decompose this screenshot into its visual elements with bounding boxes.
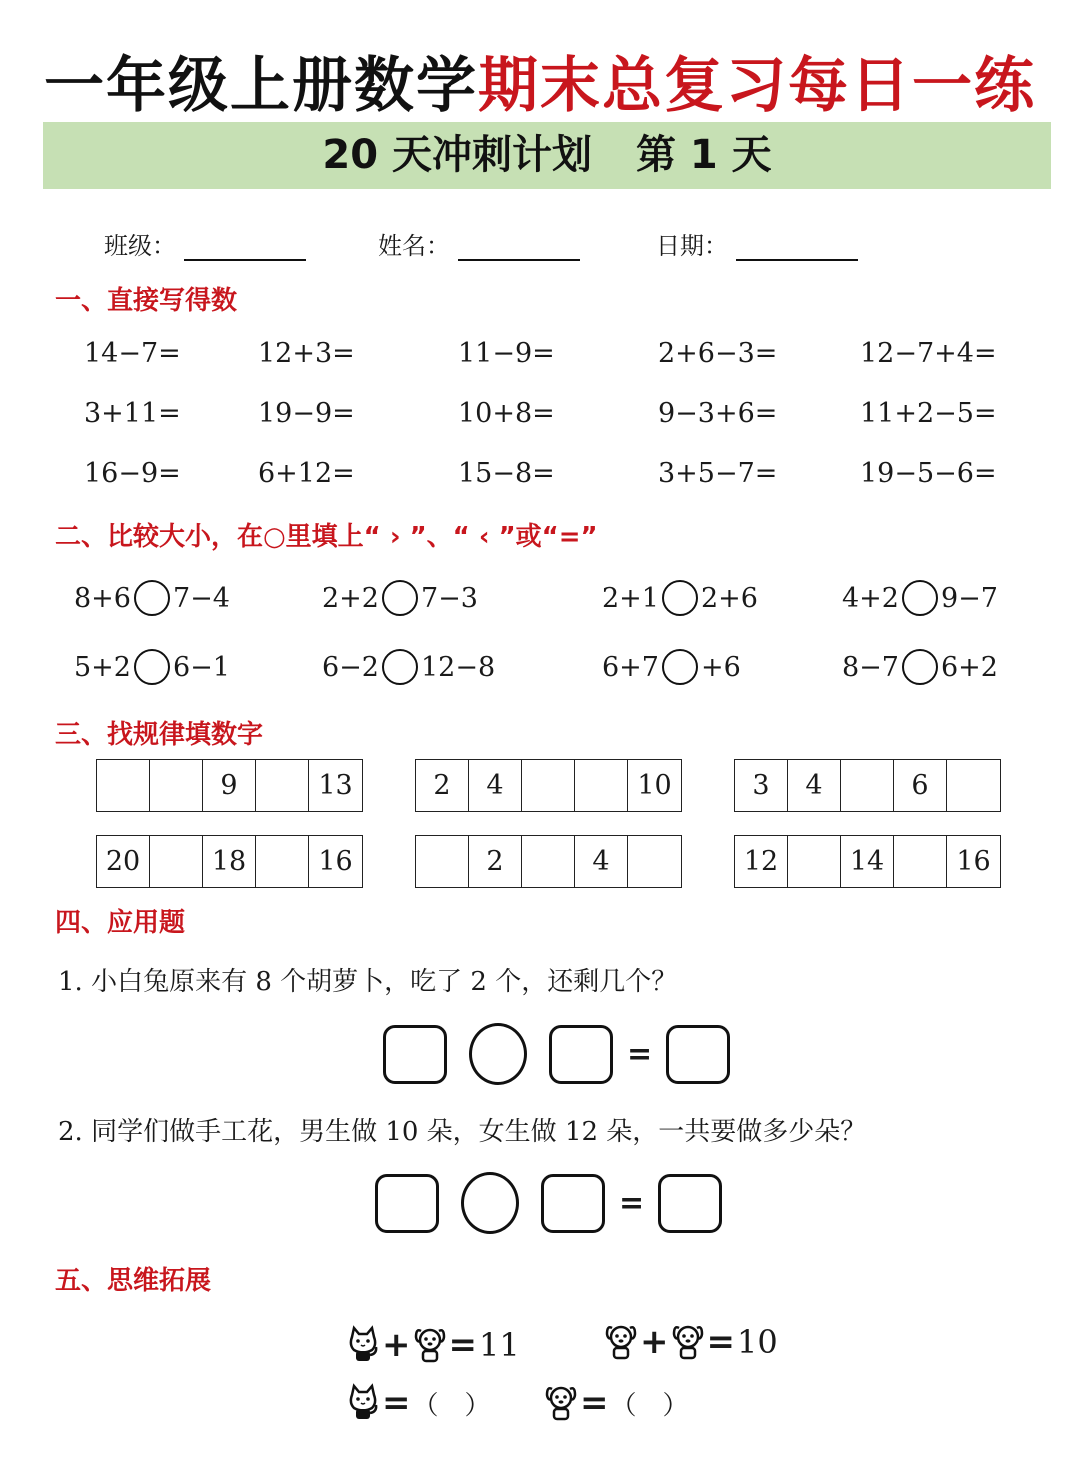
- sequence-cell[interactable]: 10: [637, 770, 672, 801]
- compare-item: 5+2 6−1: [74, 649, 230, 685]
- equals-sign: =: [382, 1383, 411, 1423]
- date-field: 日期：: [656, 226, 858, 261]
- compare-circle[interactable]: [662, 580, 698, 616]
- compare-circle[interactable]: [902, 649, 938, 685]
- sequence-row: [734, 835, 1001, 888]
- calc-item: 14−7=: [84, 338, 181, 369]
- sequence-row: [415, 835, 682, 888]
- equals-sign: =: [706, 1322, 735, 1362]
- class-field: 班级：: [104, 226, 306, 261]
- sequence-cell[interactable]: [628, 836, 681, 887]
- answer-blank[interactable]: （ ）: [610, 1390, 689, 1421]
- sequence-cell[interactable]: 4: [788, 760, 841, 811]
- sequence-row: [415, 759, 682, 812]
- answer-box[interactable]: [383, 1025, 447, 1084]
- sequence-cell[interactable]: 4: [575, 836, 628, 887]
- sequence-cell[interactable]: 9: [203, 760, 256, 811]
- sequence-cell[interactable]: 2: [469, 836, 522, 887]
- cat-icon: [346, 1383, 380, 1423]
- section-5-heading: 五、思维拓展: [55, 1266, 212, 1296]
- plus-sign: +: [640, 1322, 669, 1362]
- title-part-2: 期末总复习每日一练: [478, 51, 1036, 121]
- answer-box[interactable]: [549, 1025, 613, 1084]
- sequence-cell[interactable]: 2: [416, 760, 469, 811]
- dog-icon: [671, 1322, 705, 1362]
- puzzle-answer-cat: [346, 1383, 491, 1423]
- sequence-cell[interactable]: 14: [841, 836, 894, 887]
- sequence-cell[interactable]: 3: [735, 760, 788, 811]
- sequence-cell[interactable]: [947, 760, 1000, 811]
- operator-circle[interactable]: [461, 1172, 519, 1234]
- sequence-cell[interactable]: 16: [956, 846, 991, 877]
- answer-box[interactable]: [375, 1174, 439, 1233]
- equals-sign: =: [619, 1185, 645, 1221]
- compare-circle[interactable]: [902, 580, 938, 616]
- sequence-cell[interactable]: [416, 836, 469, 887]
- sequence-cell[interactable]: [522, 760, 575, 811]
- calc-item: 16−9=: [84, 458, 181, 489]
- compare-item: 4+2 9−7: [842, 580, 998, 616]
- calc-item: 10+8=: [458, 398, 555, 429]
- class-blank[interactable]: [184, 235, 306, 261]
- compare-item: 8+6 7−4: [74, 580, 230, 616]
- answer-box[interactable]: [666, 1025, 730, 1084]
- sequence-cell[interactable]: [150, 836, 203, 887]
- sequence-row: [96, 759, 363, 812]
- section-4-heading: 四、应用题: [55, 908, 186, 938]
- sequence-cell[interactable]: [97, 760, 150, 811]
- answer-blank[interactable]: （ ）: [412, 1390, 491, 1421]
- calc-item: 3+5−7=: [658, 458, 778, 489]
- compare-circle[interactable]: [134, 649, 170, 685]
- answer-equation-2: [375, 1172, 722, 1234]
- puzzle-sum-1: 11: [479, 1326, 520, 1364]
- equals-sign: =: [448, 1325, 477, 1365]
- answer-box[interactable]: [541, 1174, 605, 1233]
- calc-item: 3+11=: [84, 398, 181, 429]
- answer-equation-1: [383, 1023, 730, 1085]
- date-blank[interactable]: [736, 235, 858, 261]
- compare-circle[interactable]: [134, 580, 170, 616]
- calc-item: 6+12=: [258, 458, 355, 489]
- puzzle-sum-2: 10: [737, 1323, 778, 1361]
- answer-box[interactable]: [658, 1174, 722, 1233]
- sequence-cell[interactable]: [150, 760, 203, 811]
- operator-circle[interactable]: [469, 1023, 527, 1085]
- compare-item: 6−2 12−8: [322, 649, 495, 685]
- compare-item: 2+1 2+6: [602, 580, 758, 616]
- dog-icon: [413, 1325, 447, 1365]
- sequence-row: [96, 835, 363, 888]
- sequence-cell[interactable]: 12: [735, 836, 788, 887]
- calc-item: 12+3=: [258, 338, 355, 369]
- equals-sign: =: [580, 1383, 609, 1423]
- calc-item: 2+6−3=: [658, 338, 778, 369]
- section-3-heading: 三、找规律填数字: [55, 720, 264, 750]
- compare-circle[interactable]: [662, 649, 698, 685]
- calc-item: 12−7+4=: [860, 338, 997, 369]
- equals-sign: =: [627, 1036, 653, 1072]
- sequence-cell[interactable]: [788, 836, 841, 887]
- compare-circle[interactable]: [382, 649, 418, 685]
- calc-item: 19−5−6=: [860, 458, 997, 489]
- sequence-cell[interactable]: [575, 760, 628, 811]
- section-1-heading: 一、直接写得数: [55, 286, 238, 316]
- sequence-cell[interactable]: [894, 836, 947, 887]
- word-problem-2: 2. 同学们做手工花，男生做 10 朵，女生做 12 朵，一共要做多少朵？: [58, 1117, 867, 1147]
- compare-item: 8−7 6+2: [842, 649, 998, 685]
- calc-item: 9−3+6=: [658, 398, 778, 429]
- sequence-cell[interactable]: 6: [894, 760, 947, 811]
- page-title: [0, 38, 1080, 124]
- cat-icon: [346, 1325, 380, 1365]
- compare-circle[interactable]: [382, 580, 418, 616]
- puzzle-equation-2: [604, 1322, 778, 1362]
- compare-item: 6+7 +6: [602, 649, 741, 685]
- section-2-heading: 二、比较大小，在○里填上“ › ”、“ ‹ ”或“=”: [55, 522, 598, 552]
- plan-banner: [43, 122, 1051, 189]
- sequence-row: [734, 759, 1001, 812]
- sequence-cell[interactable]: [256, 760, 309, 811]
- dog-icon: [604, 1322, 638, 1362]
- sequence-cell[interactable]: 18: [203, 836, 256, 887]
- sequence-cell[interactable]: [841, 760, 894, 811]
- calc-item: 19−9=: [258, 398, 355, 429]
- name-field: 姓名：: [378, 226, 580, 261]
- plan-label: 20 天冲刺计划: [322, 132, 592, 178]
- puzzle-answer-dog: [544, 1383, 689, 1423]
- dog-icon: [544, 1383, 578, 1423]
- name-blank[interactable]: [458, 235, 580, 261]
- puzzle-equation-1: [346, 1325, 520, 1365]
- sequence-cell[interactable]: 13: [318, 770, 353, 801]
- calc-item: 15−8=: [458, 458, 555, 489]
- sequence-cell[interactable]: [522, 836, 575, 887]
- sequence-cell[interactable]: 4: [469, 760, 522, 811]
- calc-item: 11+2−5=: [860, 398, 997, 429]
- day-label: 第 1 天: [635, 132, 772, 178]
- sequence-cell[interactable]: 16: [318, 846, 353, 877]
- sequence-cell[interactable]: 20: [97, 836, 150, 887]
- sequence-cell[interactable]: [256, 836, 309, 887]
- word-problem-1: 1. 小白兔原来有 8 个胡萝卜，吃了 2 个，还剩几个？: [58, 967, 678, 997]
- compare-item: 2+2 7−3: [322, 580, 478, 616]
- plus-sign: +: [382, 1325, 411, 1365]
- calc-item: 11−9=: [458, 338, 555, 369]
- title-part-1: 一年级上册数学: [44, 51, 478, 121]
